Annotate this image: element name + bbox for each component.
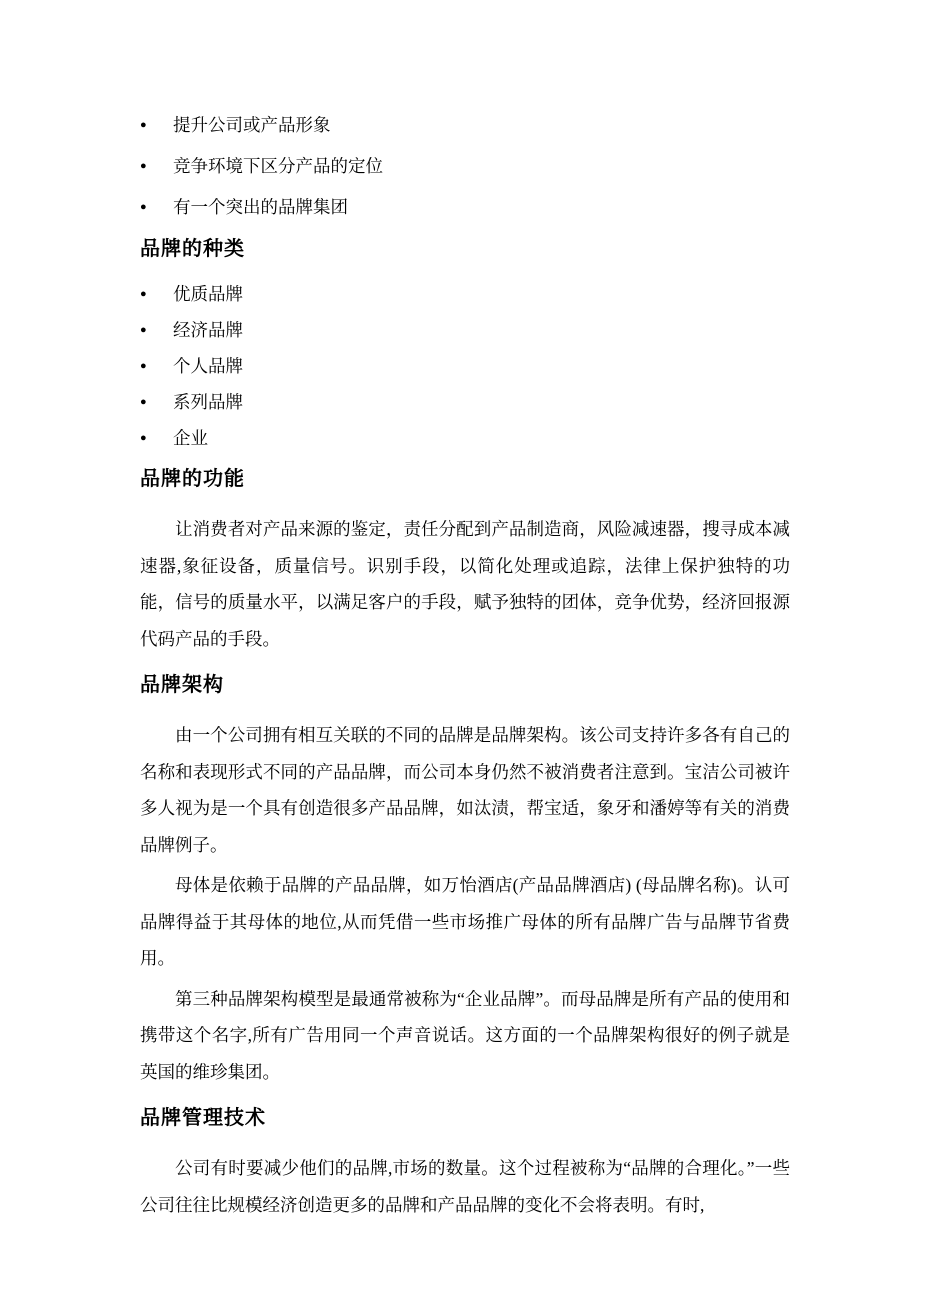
paragraph-brand-management: 公司有时要减少他们的品牌,市场的数量。这个过程被称为“品牌的合理化。”一些公司往往比规模经济创造更多的品牌和产品品牌的变化不会将表明。有时, (140, 1158, 790, 1215)
list-item-text: 系列品牌 (173, 392, 243, 412)
list-item (140, 389, 790, 415)
list-item-text: 竞争环境下区分产品的定位 (173, 156, 383, 176)
list-item-text: 提升公司或产品形象 (173, 115, 331, 135)
bullet-icon: ● (140, 324, 147, 336)
paragraph-brand-architecture-2: 母体是依赖于品牌的产品品牌，如万怡酒店(产品品牌酒店) (母品牌名称)。认可品牌得益于其母体的地位,从而凭借一些市场推广母体的所有品牌广告与品牌节省费用。 (140, 875, 790, 968)
bullet-icon: ● (140, 396, 147, 408)
brand-types-bullet-list (140, 281, 790, 451)
bullet-icon: ● (140, 432, 147, 444)
paragraph-brand-functions: 让消费者对产品来源的鉴定，责任分配到产品制造商，风险减速器，搜寻成本减速器,象征设备，质量信号。识别手段，以简化处理或追踪，法律上保护独特的功能，信号的质量水平，以满足客户的手段，赋予独特的团体，竞争优势，经济回报源代码产品的手段。 (140, 519, 790, 649)
list-item-text: 经济品牌 (173, 320, 243, 340)
list-item (140, 353, 790, 379)
bullet-icon: ● (140, 288, 147, 300)
section-heading-brand-functions: 品牌的功能 (140, 468, 245, 490)
list-item (140, 425, 790, 451)
list-item (140, 317, 790, 343)
list-item-text: 个人品牌 (173, 356, 243, 376)
section-heading-brand-architecture: 品牌架构 (140, 674, 224, 696)
paragraph-brand-architecture-1: 由一个公司拥有相互关联的不同的品牌是品牌架构。该公司支持许多各有自己的名称和表现形式不同的产品品牌，而公司本身仍然不被消费者注意到。宝洁公司被许多人视为是一个具有创造很多产品品牌，如汰渍，帮宝适，象牙和潘婷等有关的消费品牌例子。 (140, 725, 790, 855)
section-heading-brand-management: 品牌管理技术 (140, 1107, 266, 1129)
list-item (140, 281, 790, 307)
benefits-bullet-list (140, 112, 790, 220)
list-item (140, 153, 790, 179)
section-heading-brand-types: 品牌的种类 (140, 238, 245, 260)
list-item-text: 优质品牌 (173, 284, 243, 304)
list-item (140, 112, 790, 138)
bullet-icon: ● (140, 201, 147, 213)
bullet-icon: ● (140, 160, 147, 172)
list-item-text: 企业 (173, 428, 208, 448)
bullet-icon: ● (140, 119, 147, 131)
bullet-icon: ● (140, 360, 147, 372)
list-item-text: 有一个突出的品牌集团 (173, 197, 348, 217)
list-item (140, 194, 790, 220)
paragraph-brand-architecture-3: 第三种品牌架构模型是最通常被称为“企业品牌”。而母品牌是所有产品的使用和携带这个名字,所有广告用同一个声音说话。这方面的一个品牌架构很好的例子就是英国的维珍集团。 (140, 988, 790, 1082)
